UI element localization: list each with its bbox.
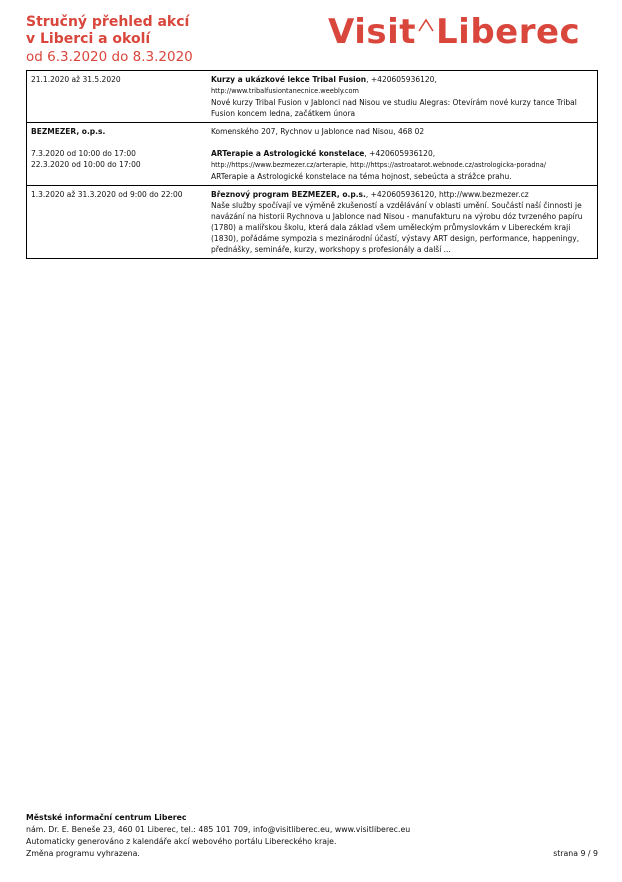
- event-description: Naše služby spočívají ve výměně zkušeností a vzdělávání v oblasti umění. Součástí naší činnosti je navázání na historii Rychnova u Jablonce nad Nisou - manufakturu na výrobu dóz tvrzeného papíru (1780) a malířskou školu, která dala základ všem uměleckým průmyslovkám v Libereckém kraji (1830), pořádáme sympozia s mezinárodní účastí, výstavy ART design, performance, happeningy, přednášky, semináře, kurzy, workshopy s profesionály a další ...: [211, 201, 583, 254]
- event-date-line-2: 22.3.2020 od 10:00 do 17:00: [31, 160, 141, 169]
- footer-disclaimer: Změna programu vyhrazena.: [26, 849, 140, 858]
- event-contact: , +420605936120,: [364, 149, 436, 158]
- event-address: Komenského 207, Rychnov u Jablonce nad Nisou, 468 02: [211, 127, 425, 136]
- title-line-1: Stručný přehled akcí: [26, 14, 190, 30]
- event-organizer-cell: [27, 123, 208, 186]
- event-date: 1.3.2020 až 31.3.2020 od 9:00 do 22:00: [27, 186, 208, 259]
- logo-text-visit: Visit: [328, 12, 417, 52]
- event-title: Březnový program BEZMEZER, o.p.s.: [211, 190, 366, 199]
- page-footer: [26, 812, 598, 860]
- logo-caret-icon: [416, 12, 436, 42]
- footer-address: nám. Dr. E. Beneše 23, 460 01 Liberec, tel.: 485 101 709, info@visitliberec.eu, www.visitliberec.eu: [26, 825, 411, 834]
- visit-liberec-logo: [328, 12, 580, 52]
- document-title: [26, 14, 286, 48]
- event-url[interactable]: http://https://www.bezmezer.cz/arterapie, http://https://astroatarot.webnode.cz/astrologicka-poradna/: [211, 161, 546, 169]
- event-organizer: BEZMEZER, o.p.s.: [31, 127, 106, 136]
- event-row: [27, 71, 598, 123]
- event-date: 21.1.2020 až 31.5.2020: [27, 71, 208, 123]
- date-range: od 6.3.2020 do 8.3.2020: [26, 49, 193, 65]
- event-title: ARTerapie a Astrologické konstelace: [211, 149, 365, 158]
- event-date-line-1: 7.3.2020 od 10:00 do 17:00: [31, 149, 136, 158]
- events-table: [26, 70, 598, 259]
- event-details: [207, 71, 598, 123]
- event-contact: , +420605936120, http://www.bezmezer.cz: [365, 190, 529, 199]
- organizer-row: [27, 123, 598, 186]
- footer-org-name: Městské informační centrum Liberec: [26, 813, 187, 822]
- event-details: [207, 123, 598, 186]
- title-line-2: v Liberci a okolí: [26, 31, 151, 47]
- event-description: ARTerapie a Astrologické konstelace na téma hojnost, sebeúcta a strážce prahu.: [211, 172, 512, 181]
- page-number: strana 9 / 9: [553, 849, 598, 858]
- event-url[interactable]: http://www.tribalfusiontanecnice.weebly.com: [211, 87, 359, 95]
- logo-text-liberec: Liberec: [436, 12, 581, 52]
- event-contact: , +420605936120,: [366, 75, 437, 84]
- event-title: Kurzy a ukázkové lekce Tribal Fusion: [211, 75, 367, 84]
- footer-generated-note: Automaticky generováno z kalendáře akcí webového portálu Libereckého kraje.: [26, 837, 337, 846]
- event-row: [27, 186, 598, 259]
- event-details: [207, 186, 598, 259]
- event-description: Nové kurzy Tribal Fusion v Jablonci nad Nisou ve studiu Alegras: Otevírám nové kurzy tance Tribal Fusion koncem ledna, začátkem února: [211, 98, 577, 118]
